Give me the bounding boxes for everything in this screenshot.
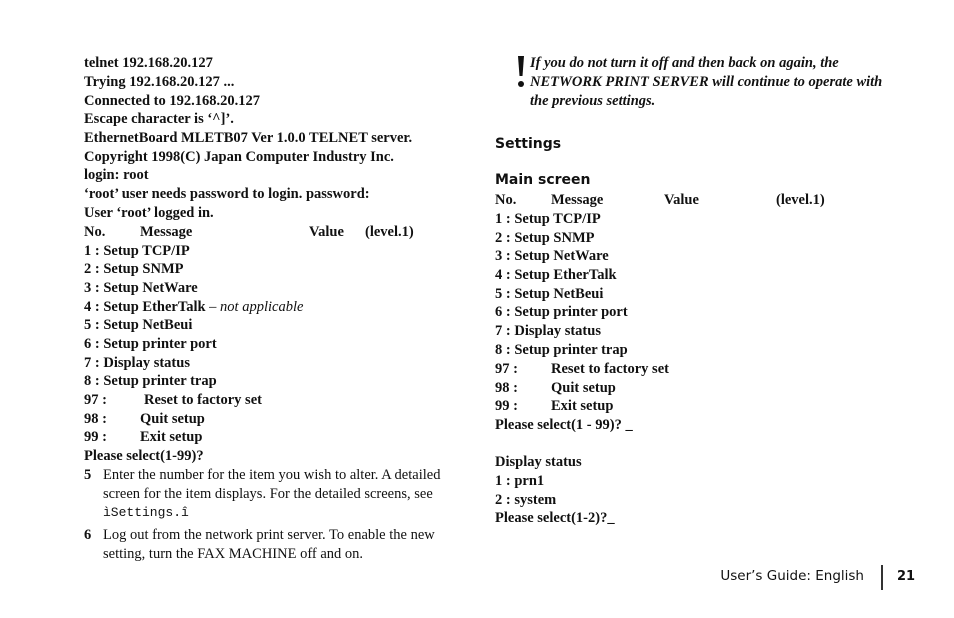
step-text: Log out from the network print server. To enable the new setting, turn the FAX MACHINE off and on.: [103, 527, 435, 562]
menu-item: 99 : Exit setup: [84, 429, 203, 445]
menu-item: 4 : Setup EtherTalk – not applicable: [84, 299, 304, 315]
menu-item: 8 : Setup printer trap: [495, 342, 628, 358]
session-line: Copyright 1998(C) Japan Computer Industry Inc.: [84, 149, 394, 165]
menu-item: 97 : Reset to factory set: [84, 392, 262, 408]
exclamation-warning-icon: [514, 54, 528, 88]
session-line: Escape character is ‘^]’.: [84, 111, 234, 127]
step-6: [84, 526, 474, 566]
menu-item: 3 : Setup NetWare: [84, 280, 198, 296]
header-no: No.: [84, 224, 106, 240]
display-status-heading: Display status: [495, 454, 582, 470]
menu-item: 98 : Quit setup: [84, 411, 205, 427]
right-column: [495, 191, 895, 531]
session-line: EthernetBoard MLETB07 Ver 1.0.0 TELNET server.: [84, 130, 413, 146]
settings-heading: Settings: [495, 136, 562, 152]
header-level: (level.1): [365, 224, 414, 240]
header-no: No.: [495, 192, 517, 208]
footer-divider: [881, 565, 883, 590]
step-5: [84, 466, 474, 522]
menu-item: 2 : Setup SNMP: [495, 230, 595, 246]
menu-item: 97 : Reset to factory set: [495, 361, 669, 377]
header-value: Value: [309, 224, 344, 240]
header-message: Message: [551, 192, 604, 208]
session-line: Connected to 192.168.20.127: [84, 93, 261, 109]
step-number: 6: [84, 527, 92, 543]
not-applicable-note: – not applicable: [209, 299, 304, 315]
left-column: [84, 54, 474, 574]
select-prompt: Please select(1-99)?: [84, 448, 204, 464]
menu-item: 8 : Setup printer trap: [84, 373, 217, 389]
session-line: telnet 192.168.20.127: [84, 55, 213, 71]
select-prompt: Please select(1 - 99)? _: [495, 417, 633, 433]
menu-item: 6 : Setup printer port: [495, 304, 628, 320]
session-line: Trying 192.168.20.127 ...: [84, 74, 235, 90]
display-item: 2 : system: [495, 492, 557, 508]
menu-item: 3 : Setup NetWare: [495, 248, 609, 264]
menu-item: 98 : Quit setup: [495, 380, 616, 396]
menu-item: 99 : Exit setup: [495, 398, 614, 414]
menu-item: 1 : Setup TCP/IP: [495, 211, 601, 227]
menu-item: 4 : Setup EtherTalk: [495, 267, 617, 283]
menu-item: 7 : Display status: [495, 323, 601, 339]
main-screen-heading: Main screen: [495, 172, 591, 188]
display-prompt: Please select(1-2)?_: [495, 510, 615, 526]
footer-guide-label: User’s Guide: English: [720, 568, 864, 584]
header-message: Message: [140, 224, 193, 240]
menu-item: 5 : Setup NetBeui: [495, 286, 604, 302]
menu-item: 1 : Setup TCP/IP: [84, 243, 190, 259]
display-item: 1 : prn1: [495, 473, 545, 489]
settings-reference: ìSettings.î: [103, 505, 189, 520]
step-text: Enter the number for the item you wish to alter. A detailed screen for the item displays. For the detailed screens, see ìSettings.î: [103, 467, 441, 520]
session-line: login: root: [84, 167, 149, 183]
header-level: (level.1): [776, 192, 825, 208]
session-line: ‘root’ user needs password to login. password:: [84, 186, 370, 202]
menu-item: 5 : Setup NetBeui: [84, 317, 193, 333]
header-value: Value: [664, 192, 699, 208]
session-line: User ‘root’ logged in.: [84, 205, 214, 221]
page-number: 21: [897, 569, 916, 584]
warning-text: If you do not turn it off and then back on again, the NETWORK PRINT SERVER will continue to operate with the previous settings.: [530, 55, 883, 109]
menu-item: 7 : Display status: [84, 355, 190, 371]
menu-item: 6 : Setup printer port: [84, 336, 217, 352]
menu-item: 2 : Setup SNMP: [84, 261, 184, 277]
step-number: 5: [84, 467, 92, 483]
